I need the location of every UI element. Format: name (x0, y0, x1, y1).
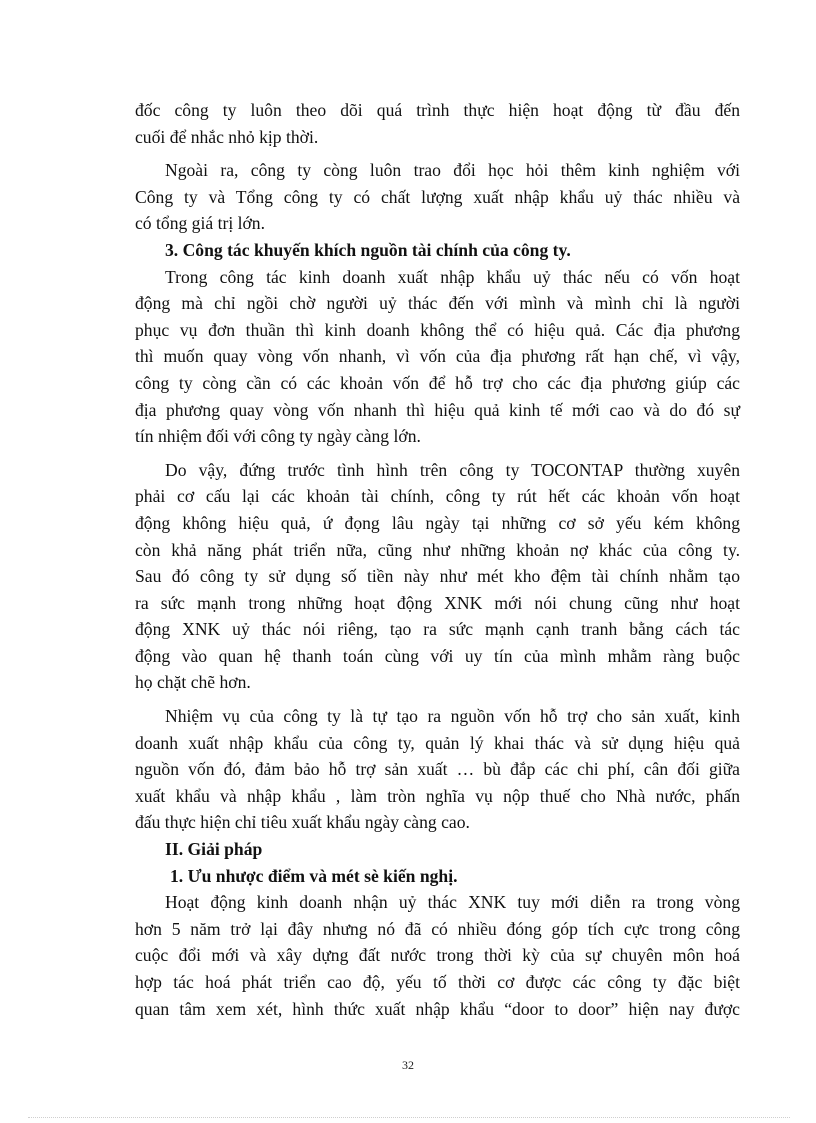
text-line: địa phương quay vòng vốn nhanh thì hiệu quả kinh tế mới cao và do đó sự (135, 399, 740, 420)
text-line: xuất khẩu và nhập khẩu , làm tròn nghĩa vụ nộp thuế cho Nhà nước, phấn (135, 785, 740, 806)
text-line: động mà chỉ ngồi chờ người uỷ thác đến với mình và mình chỉ là người (135, 293, 740, 314)
section-heading-3: 3. Công tác khuyến khích nguồn tài chính của công ty. (165, 239, 571, 260)
text-line: công ty còng cần có các khoản vốn để hỗ trợ cho các địa phương giúp các (135, 372, 740, 393)
part-heading-2: II. Giải pháp (165, 839, 263, 860)
text-line: ra sức mạnh trong những hoạt động XNK mới nói chung cũng như hoạt (135, 592, 740, 613)
text-line: nguồn vốn đó, đảm bảo hỗ trợ sản xuất … bù đắp các chi phí, cân đối giữa (135, 759, 740, 780)
text-line: Sau đó công ty sử dụng số tiền này như mét kho đệm tài chính nhằm tạo (135, 566, 740, 587)
text-line: quan tâm xem xét, hình thức xuất nhập khẩu “door to door” hiện nay được (135, 998, 740, 1019)
text-line: động XNK uỷ thác nói riêng, tạo ra sức mạnh cạnh tranh bằng cách tác (135, 619, 740, 640)
paragraph-activity (135, 889, 740, 1022)
text-line: tín nhiệm đối với công ty ngày càng lớn. (135, 426, 421, 447)
paragraph-mission (135, 703, 740, 836)
text-line: còn khả năng phát triển nữa, cũng như những khoản nợ khác của công ty. (135, 539, 740, 560)
text-line: Ngoài ra, công ty còng luôn trao đổi học hỏi thêm kinh nghiệm với (165, 160, 740, 181)
text-line: cuộc đổi mới và xây dựng đất nước trong thời kỳ của sự chuyên môn hoá (135, 945, 740, 966)
document-page (135, 97, 740, 1022)
text-line: đốc công ty luôn theo dõi quá trình thực hiện hoạt động từ đầu đến (135, 100, 740, 120)
footer-divider (28, 1117, 790, 1118)
text-line: Trong công tác kinh doanh xuất nhập khẩu uỷ thác nếu có vốn hoạt (165, 266, 740, 287)
paragraph-restructure (135, 457, 740, 696)
text-line: phải cơ cấu lại các khoản tài chính, công ty rút hết các khoản vốn hoạt (135, 486, 740, 507)
paragraph-exchange (135, 157, 740, 237)
text-line: Do vậy, đứng trước tình hình trên công ty TOCONTAP thường xuyên (165, 459, 740, 480)
text-line: phục vụ đơn thuần thì kinh doanh không thể có hiệu quả. Các địa phương (135, 319, 740, 340)
text-line: có tổng giá trị lớn. (135, 213, 265, 234)
section-heading-1: 1. Ưu nhược điểm và mét sè kiến nghị. (170, 865, 458, 886)
paragraph-continuation (135, 97, 740, 150)
text-line: cuối để nhắc nhỏ kịp thời. (135, 126, 319, 147)
text-line: động vào quan hệ thanh toán cùng với uy tín của mình mhằm ràng buộc (135, 645, 740, 666)
text-line: Nhiệm vụ của công ty là tự tạo ra nguồn vốn hỗ trợ cho sản xuất, kinh (165, 706, 740, 727)
text-line: đấu thực hiện chỉ tiêu xuất khẩu ngày càng cao. (135, 812, 470, 833)
text-line: doanh xuất nhập khẩu của công ty, quản lý khai thác và sử dụng hiệu quả (135, 732, 740, 753)
text-line: Công ty và Tổng công ty có chất lượng xuất nhập khẩu uỷ thác nhiều và (135, 186, 740, 207)
page-number: 32 (402, 1058, 414, 1072)
text-line: họ chặt chẽ hơn. (135, 672, 251, 693)
text-line: động không hiệu quả, ứ đọng lâu ngày tại những cơ sở yếu kém không (135, 512, 740, 533)
text-line: hợp tác hoá phát triển cao độ, yếu tố thời cơ được các công ty đặc biệt (135, 972, 740, 992)
text-line: Hoạt động kinh doanh nhận uỷ thác XNK tuy mới diễn ra trong vòng (165, 892, 740, 913)
paragraph-capital (135, 264, 740, 450)
text-line: hơn 5 năm trở lại đây nhưng nó đã có nhiều đóng góp tích cực trong công (135, 918, 740, 939)
text-line: thì muốn quay vòng vốn nhanh, vì vốn của địa phương rất hạn chế, vì vậy, (135, 346, 740, 367)
